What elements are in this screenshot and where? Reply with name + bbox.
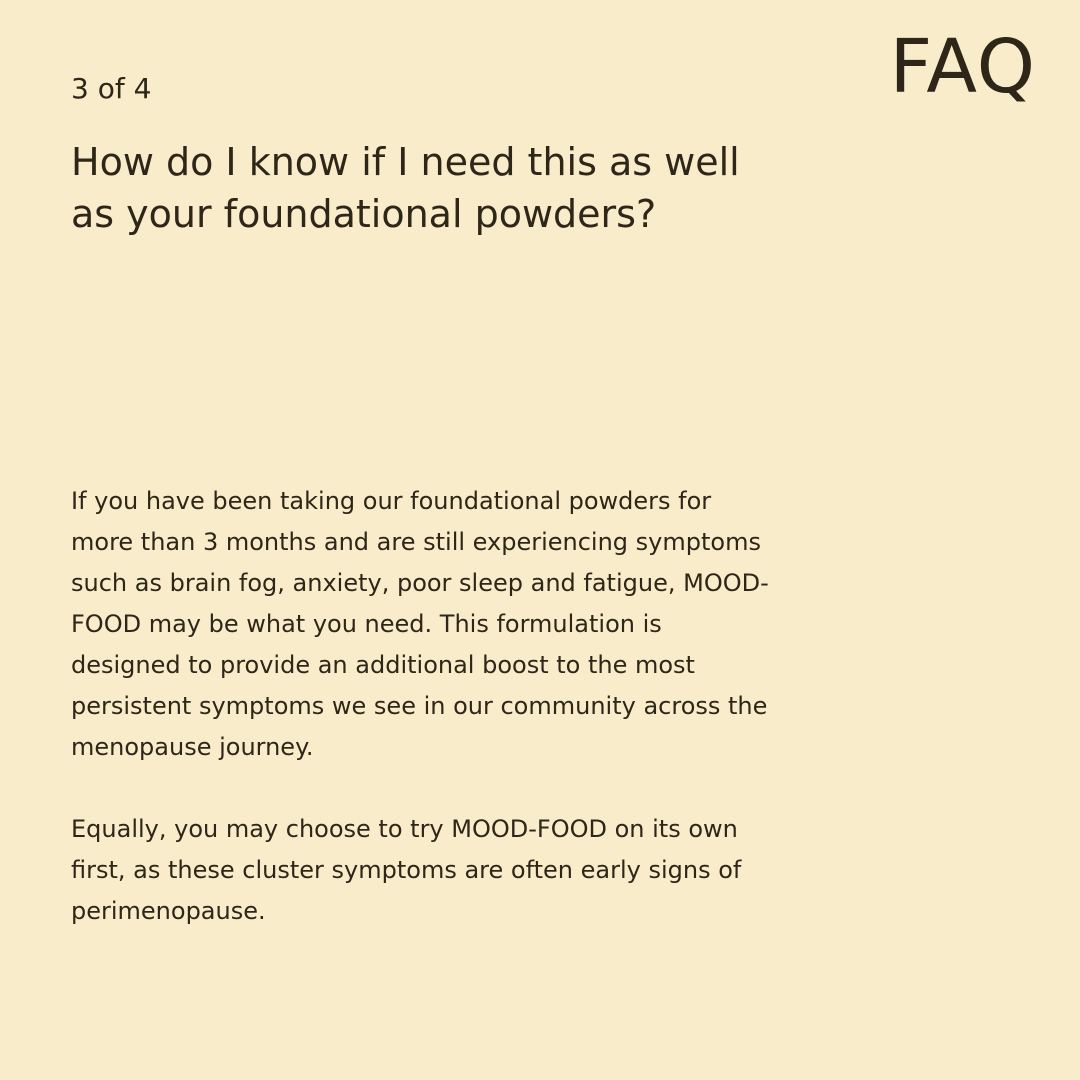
- answer-paragraph: Equally, you may choose to try MOOD-FOOD on its own first, as these cluster symptoms are often early signs of perimenopause.: [71, 815, 742, 925]
- faq-title: FAQ: [889, 24, 1036, 110]
- answer-paragraph: If you have been taking our foundational powders for more than 3 months and are still experiencing symptoms such as brain fog, anxiety, poor sleep and fatigue, MOOD-FOOD may be what you need. This formulation is designed to provide an additional boost to the most persistent symptoms we see in our community across the menopause journey.: [71, 487, 769, 761]
- page-counter: 3 of 4: [71, 72, 152, 105]
- faq-question: How do I know if I need this as well as your foundational powders?: [71, 140, 740, 236]
- faq-answer: [71, 481, 771, 932]
